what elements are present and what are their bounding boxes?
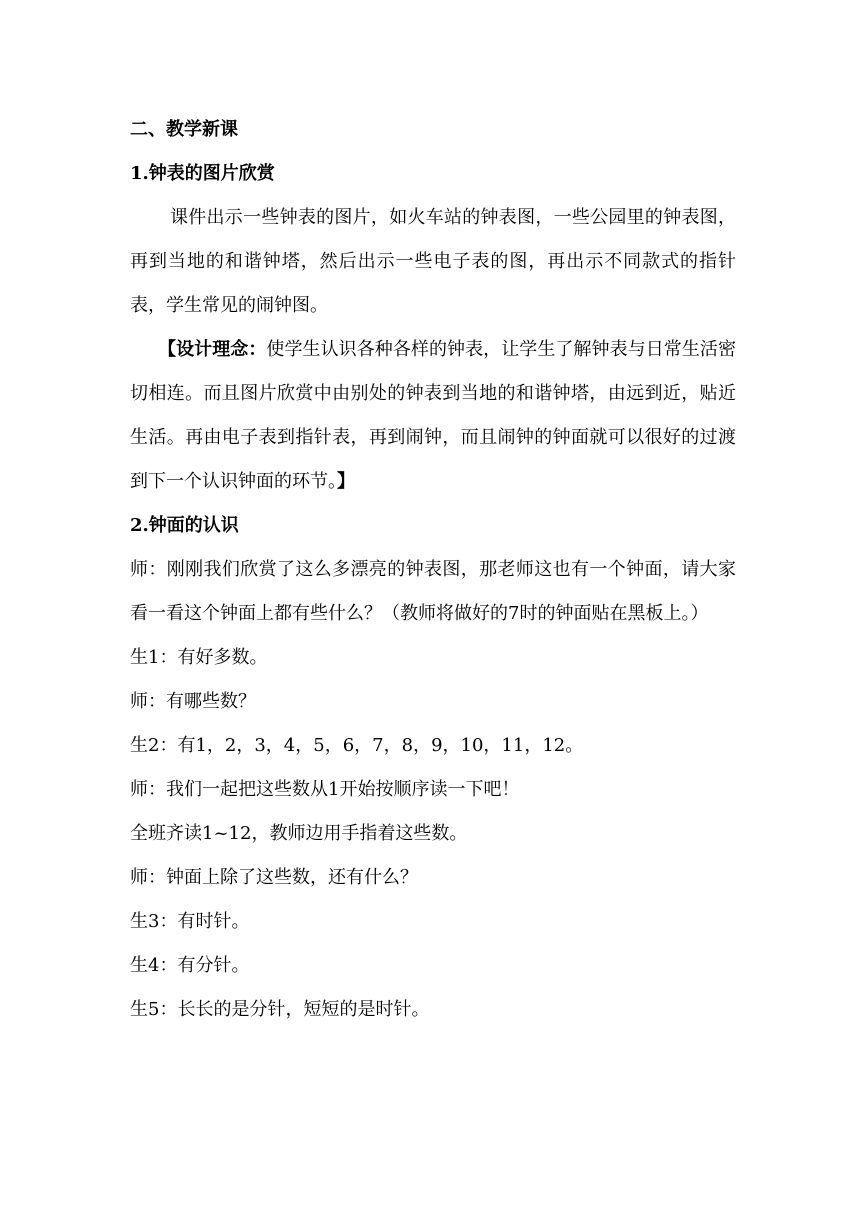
dialogue-line: 全班齐读1~12，教师边用手指着这些数。 <box>130 823 468 844</box>
subsection-heading-clock-face: 2.钟面的认识 <box>130 515 239 536</box>
dialogue-line: 生3：有时针。 <box>130 911 250 932</box>
dialogue-line: 生2：有1，2，3，4，5，6，7，8，9，10，11，12。 <box>130 735 584 756</box>
dialogue-line: 师：钟面上除了这些数，还有什么？ <box>130 867 418 888</box>
subsection-heading-clock-pictures: 1.钟表的图片欣赏 <box>130 163 275 184</box>
dialogue-line: 生5：长长的是分针，短短的是时针。 <box>130 999 430 1020</box>
design-concept-label: 【设计理念： <box>158 339 267 360</box>
dialogue-line: 生4：有分针。 <box>130 955 250 976</box>
design-concept-note <box>130 328 736 504</box>
design-concept-close: 】 <box>337 471 355 492</box>
document-body <box>130 108 736 1032</box>
dialogue-line: 师：有哪些数？ <box>130 691 256 712</box>
dialogue-line: 师：我们一起把这些数从1开始按顺序读一下吧！ <box>130 779 520 800</box>
design-concept-text: 使学生认识各种各样的钟表，让学生了解钟表与日常生活密切相连。而且图片欣赏中由别处的钟表到当地的和谐钟塔，由远到近，贴近生活。再由电子表到指针表，再到闹钟，而且闹钟的钟面就可以很好的过渡到下一个认识钟面的环节。 <box>130 339 737 492</box>
section-heading: 二、教学新课 <box>130 119 238 140</box>
dialogue-line: 生1：有好多数。 <box>130 647 268 668</box>
dialogue-line-teacher-intro: 师：刚刚我们欣赏了这么多漂亮的钟表图，那老师这也有一个钟面，请大家看一看这个钟面上都有些什么？（教师将做好的7时的钟面贴在黑板上。） <box>130 559 736 624</box>
paragraph-clock-pictures: 课件出示一些钟表的图片，如火车站的钟表图，一些公园里的钟表图，再到当地的和谐钟塔，然后出示一些电子表的图，再出示不同款式的指针表，学生常见的闹钟图。 <box>130 207 736 316</box>
